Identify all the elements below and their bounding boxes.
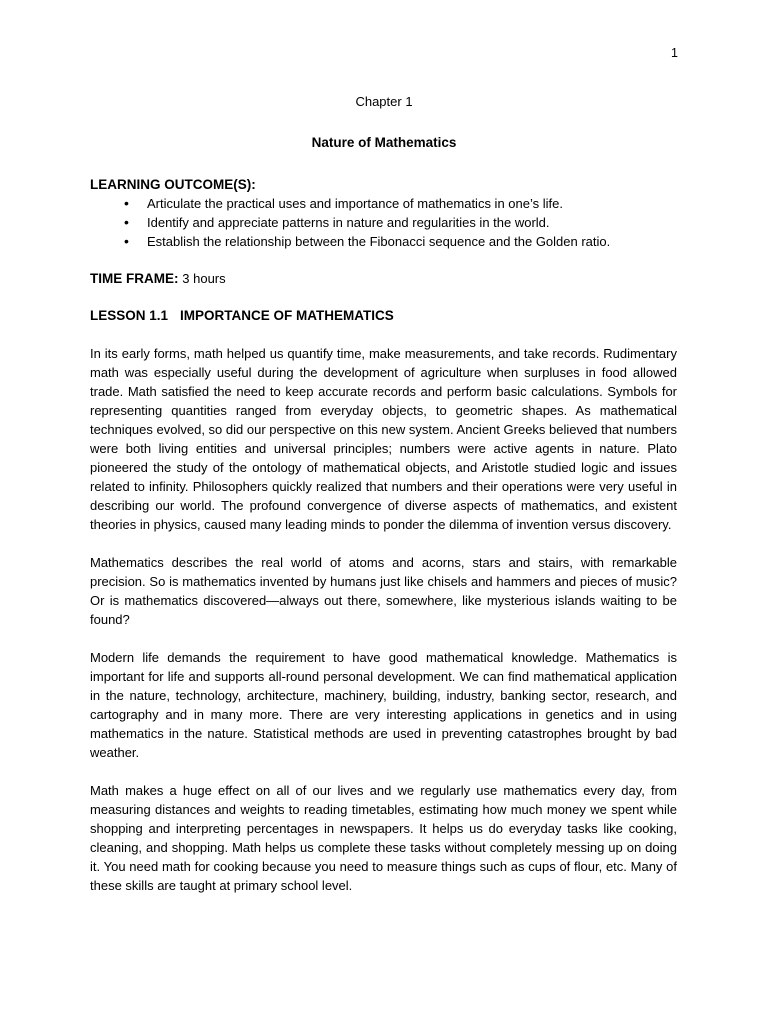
learning-outcome-item: • Establish the relationship between the Fibonacci sequence and the Golden ratio. bbox=[120, 232, 677, 251]
chapter-label: Chapter 1 bbox=[355, 94, 413, 109]
time-frame-label: TIME FRAME: bbox=[90, 271, 179, 286]
learning-outcome-item: • Articulate the practical uses and importance of mathematics in one’s life. bbox=[120, 194, 677, 213]
learning-outcome-item: • Identify and appreciate patterns in nature and regularities in the world. bbox=[120, 213, 677, 232]
document-body bbox=[90, 175, 677, 895]
body-paragraph: In its early forms, math helped us quantify time, make measurements, and take records. Rudimentary math was especially useful during the development of agriculture when surpluses in food allowed trade. Math satisfied the need to keep accurate records and perform basic calculations. Symbols for representing quantities ranged from everyday objects, to geometric shapes. As mathematical techniques evolved, so did our perspective on this new system. Ancient Greeks believed that numbers were both living entities and universal principles; numbers were active agents in nature. Plato pioneered the study of the ontology of mathematical objects, and Aristotle studied logic and issues related to infinity. Philosophers quickly realized that numbers and their operations were very useful in describing our world. The profound convergence of diverse aspects of mathematics, and existent theories in physics, caused many leading minds to ponder the dilemma of invention versus discovery. bbox=[90, 346, 677, 532]
time-frame-value: 3 hours bbox=[182, 271, 226, 286]
page-number: 1 bbox=[671, 46, 678, 60]
body-paragraph: Math makes a huge effect on all of our lives and we regularly use mathematics every day, from measuring distances and weights to reading timetables, estimating how much money we spent while shopping and interpreting percentages in newspapers. It helps us do everyday tasks like cooking, cleaning, and shopping. Math helps us complete these tasks without completely messing up on doing it. You need math for cooking because you need to measure things such as cups of flour, etc. Many of these skills are taught at primary school level. bbox=[90, 783, 677, 893]
body-paragraph: Modern life demands the requirement to have good mathematical knowledge. Mathematics is important for life and supports all-round personal development. We can find mathematical application in the nature, technology, architecture, machinery, building, industry, banking sector, research, and cartography and in many more. There are very interesting applications in genetics and in using mathematics in the nature. Statistical methods are used in preventing catastrophes brought by bad weather. bbox=[90, 650, 677, 760]
body-paragraph: Mathematics describes the real world of atoms and acorns, stars and stairs, with remarkable precision. So is mathematics invented by humans just like chisels and hammers and pieces of music? Or is mathematics discovered—always out there, somewhere, like mysterious islands waiting to be found? bbox=[90, 555, 677, 627]
lesson-title: IMPORTANCE OF MATHEMATICS bbox=[180, 308, 394, 323]
lesson-number: LESSON 1.1 bbox=[90, 308, 169, 323]
chapter-title: Nature of Mathematics bbox=[311, 135, 457, 150]
lesson-heading bbox=[90, 306, 677, 325]
learning-outcomes-list bbox=[90, 194, 677, 251]
learning-outcomes-heading: LEARNING OUTCOME(S): bbox=[90, 177, 256, 192]
time-frame bbox=[90, 269, 677, 288]
